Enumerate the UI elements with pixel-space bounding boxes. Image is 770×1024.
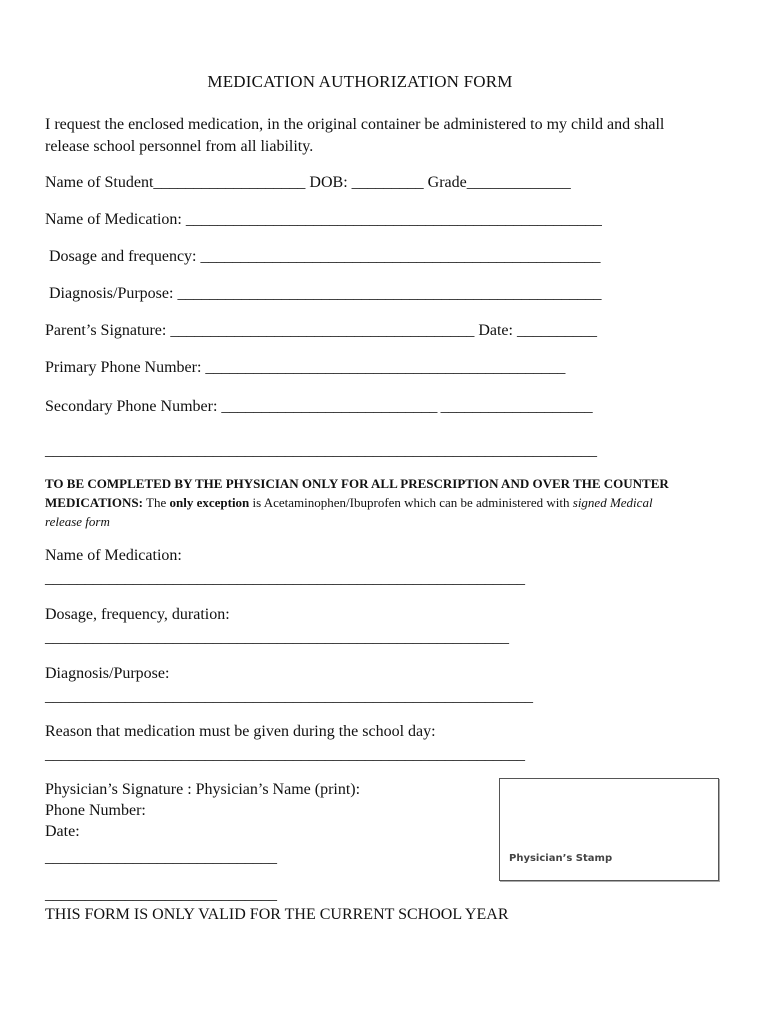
physician-date-label: Date: <box>45 823 80 840</box>
parent-signature-line[interactable]: Parent’s Signature: ______________________________________ Date: __________ <box>45 322 597 339</box>
section-divider: _____________________________________________________________________ <box>45 442 597 459</box>
physician-signature-label: Physician’s Signature : Physician’s Name (print): <box>45 781 361 798</box>
notice-exception: only exception <box>169 495 250 510</box>
dosage-frequency-line[interactable]: Dosage and frequency: __________________________________________________ <box>45 248 601 265</box>
physician-medication-label: Name of Medication: <box>45 547 182 564</box>
form-title: MEDICATION AUTHORIZATION FORM <box>207 72 513 91</box>
physician-phone-label: Phone Number: <box>45 802 146 819</box>
diagnosis-purpose-line[interactable]: Diagnosis/Purpose: _____________________________________________________ <box>45 285 602 302</box>
medication-name-line[interactable]: Name of Medication: ____________________________________________________ <box>45 211 602 228</box>
secondary-phone-line[interactable]: Secondary Phone Number: ___________________________ ___________________ <box>45 398 593 415</box>
reason-label: Reason that medication must be given during the school day: <box>45 723 436 740</box>
physician-medication-blank[interactable]: ____________________________________________________________ <box>45 570 525 587</box>
primary-phone-line[interactable]: Primary Phone Number: _____________________________________________ <box>45 359 566 376</box>
physician-dosage-label: Dosage, frequency, duration: <box>45 606 230 623</box>
footer-validity-note: THIS FORM IS ONLY VALID FOR THE CURRENT SCHOOL YEAR <box>45 906 509 923</box>
physician-diagnosis-blank[interactable]: _____________________________________________________________ <box>45 688 533 705</box>
physician-dosage-blank[interactable]: __________________________________________________________ <box>45 629 509 646</box>
notice-text-2: is Acetaminophen/Ibuprofen which can be administered with <box>249 495 573 510</box>
intro-paragraph: I request the enclosed medication, in the original container be administered to my child and shall release school personnel from all liability. <box>45 116 665 155</box>
physician-diagnosis-label: Diagnosis/Purpose: <box>45 665 170 682</box>
notice-heading: TO BE COMPLETED BY THE PHYSICIAN ONLY FOR ALL PRESCRIPTION AND OVER THE COUNTER MEDICATIONS: <box>45 476 669 510</box>
physician-stamp-label: Physician’s Stamp <box>509 853 613 864</box>
notice-release-form: signed Medical release form <box>45 495 653 529</box>
student-dob-grade-line[interactable]: Name of Student___________________ DOB: _________ Grade_____________ <box>45 174 571 191</box>
reason-blank[interactable]: ____________________________________________________________ <box>45 746 525 763</box>
notice-text-1: The <box>143 495 170 510</box>
physician-stamp-box <box>499 778 719 881</box>
physician-name-blank[interactable]: _____________________________ <box>45 886 277 903</box>
physician-signature-blank[interactable]: _____________________________ <box>45 849 277 866</box>
physician-notice <box>45 474 685 531</box>
